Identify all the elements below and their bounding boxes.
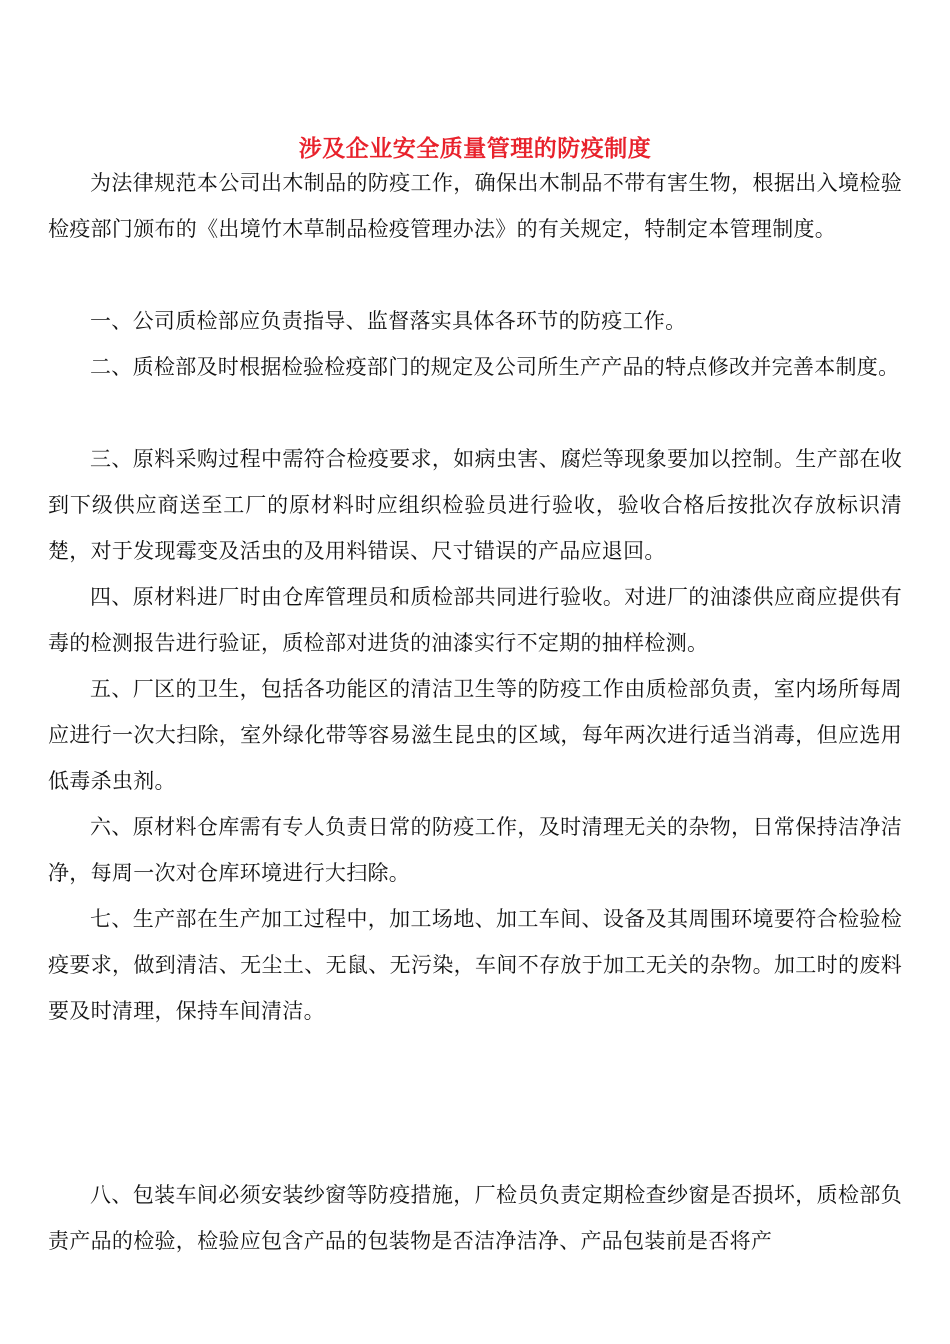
paragraph-item-7: 七、生产部在生产加工过程中，加工场地、加工车间、设备及其周围环境要符合检验检疫要求，做到清洁、无尘土、无鼠、无污染，车间不存放于加工无关的杂物。加工时的废料要及时清理，保持车间清洁。 <box>48 907 902 1023</box>
paragraph-item-3: 三、原料采购过程中需符合检疫要求，如病虫害、腐烂等现象要加以控制。生产部在收到下级供应商送至工厂的原材料时应组织检验员进行验收，验收合格后按批次存放标识清楚，对于发现霉变及活虫的及用料错误、尺寸错误的产品应退回。 <box>48 447 902 563</box>
paragraph-item-6: 六、原材料仓库需有专人负责日常的防疫工作，及时清理无关的杂物，日常保持洁净洁净，每周一次对仓库环境进行大扫除。 <box>48 815 902 885</box>
paragraph-item-8: 八、包装车间必须安装纱窗等防疫措施，厂检员负责定期检查纱窗是否损坏，质检部负责产品的检验，检验应包含产品的包装物是否洁净洁净、产品包装前是否将产 <box>48 1183 902 1253</box>
paragraph-item-1: 一、公司质检部应负责指导、监督落实具体各环节的防疫工作。 <box>90 309 687 333</box>
paragraph-item-2: 二、质检部及时根据检验检疫部门的规定及公司所生产产品的特点修改并完善本制度。 <box>90 355 900 379</box>
paragraph-item-4: 四、原材料进厂时由仓库管理员和质检部共同进行验收。对进厂的油漆供应商应提供有毒的检测报告进行验证，质检部对进货的油漆实行不定期的抽样检测。 <box>48 585 902 655</box>
document-title: 涉及企业安全质量管理的防疫制度 <box>298 135 652 163</box>
paragraph-intro: 为法律规范本公司出木制品的防疫工作，确保出木制品不带有害生物，根据出入境检验检疫部门颁布的《出境竹木草制品检疫管理办法》的有关规定，特制定本管理制度。 <box>48 171 902 241</box>
paragraph-item-5: 五、厂区的卫生，包括各功能区的清洁卫生等的防疫工作由质检部负责，室内场所每周应进行一次大扫除，室外绿化带等容易滋生昆虫的区域，每年两次进行适当消毒，但应选用低毒杀虫剂。 <box>48 677 902 793</box>
